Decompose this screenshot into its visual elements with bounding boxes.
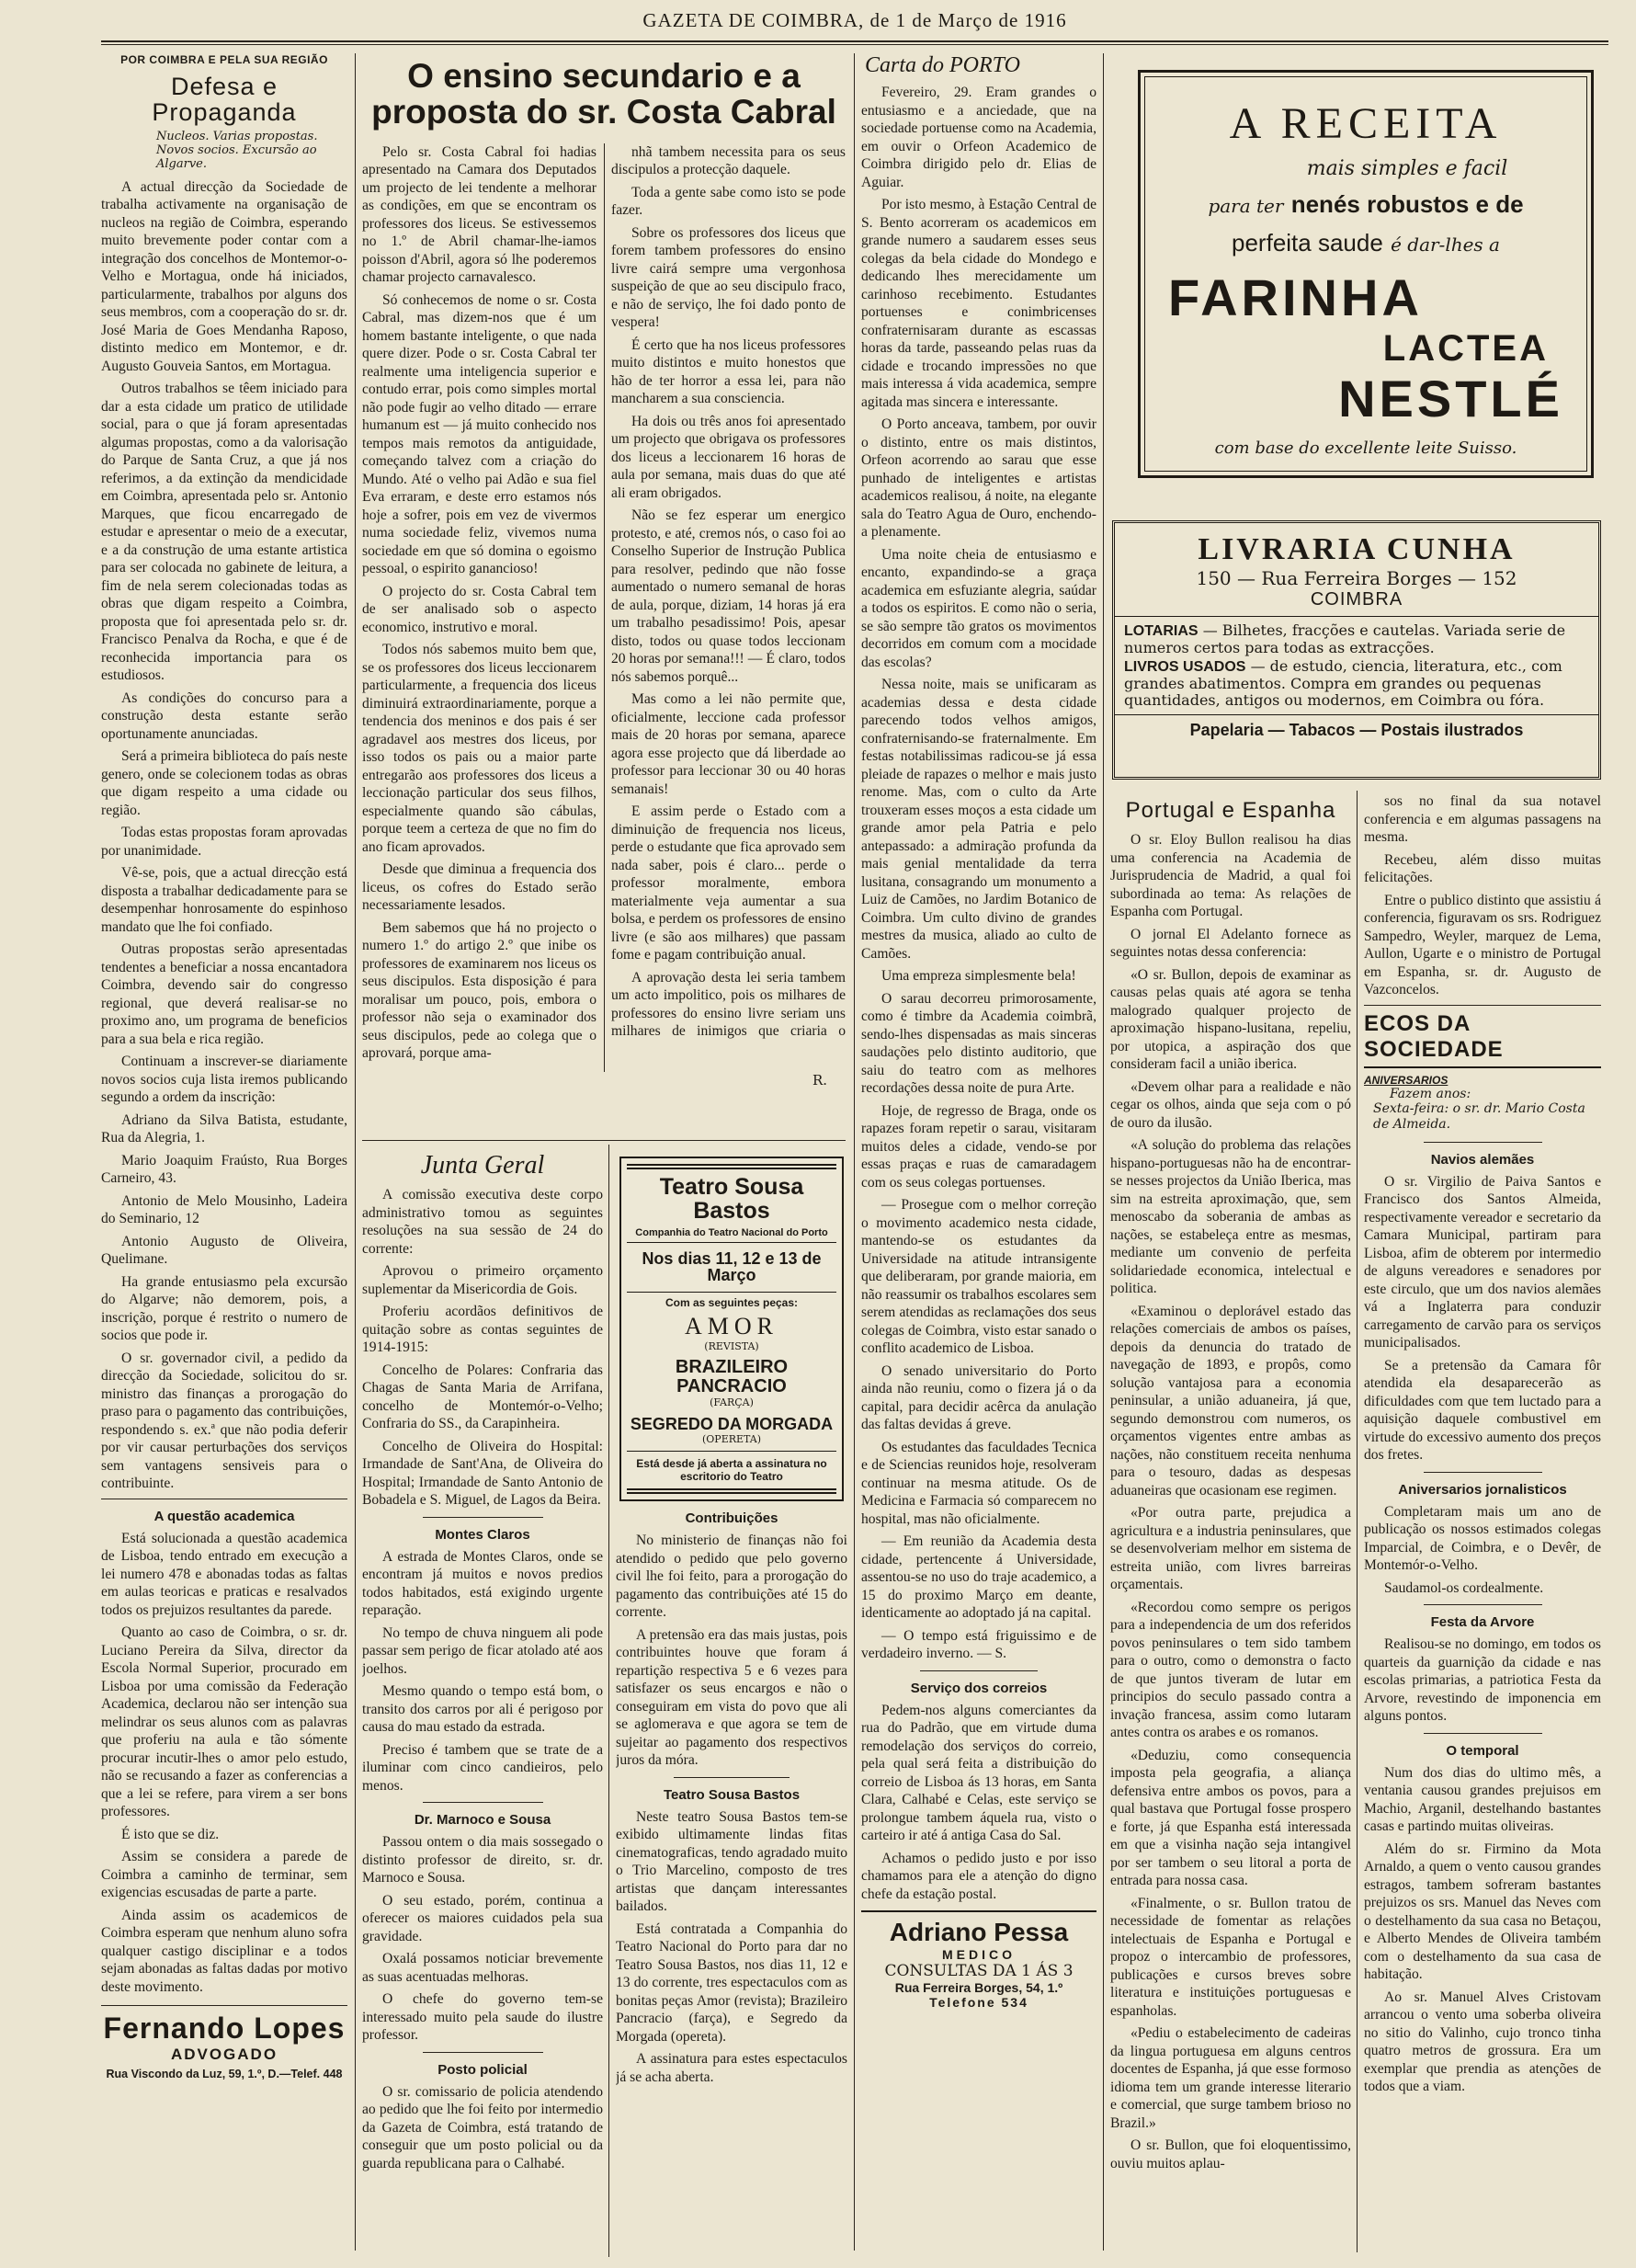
ad-play-3: SEGREDO DA MORGADA: [630, 1415, 834, 1434]
advert-adriano-pessa: [861, 1910, 1096, 2010]
column-portugal-espanha: [1110, 792, 1351, 2254]
paragraph: É certo que ha nos liceus professores muito distintos e muito honestos que hão de ter horror a essa lei, para não mancharem a sua consciencia.: [611, 336, 846, 407]
section-heading: Contribuições: [685, 1510, 778, 1527]
ad-nestle-brand1: FARINHA: [1168, 268, 1423, 326]
paragraph: Aprovou o primeiro orçamento suplementar da Misericordia de Gois.: [362, 1263, 603, 1297]
paragraph: Uma empreza simplesmente bela!: [881, 968, 1076, 984]
paragraph: Está contratada a Companhia do Teatro Nacional do Porto para dar no Teatro Sousa Bastos, nos dias 11, 12 e 13 do corrente, tres espectaculos com as bonitas peças Amor (revista); Brazileiro Pancracio (farça), e Segredo da Morgada (opereta).: [616, 1920, 847, 2045]
paragraph: O sr. Eloy Bullon realisou ha dias uma conferencia na Academia de Jurisprudencia de Madrid, a qual foi subordinada ao tema: As relações de Espanha com Portugal.: [1110, 832, 1351, 919]
paragraph: É isto que se diz.: [121, 1826, 220, 1842]
paragraph: A aprovação desta lei seria tambem um acto impolitico, pois os milhares de professores do ensino livre seriam uns milhares de inimigos que criaria o: [611, 969, 846, 1040]
paragraph: A estrada de Montes Claros, onde se encontram já muitos e novos predios todos habitados, está exigindo urgente reparação.: [362, 1548, 603, 1618]
column-ecos: [1364, 792, 1601, 2254]
ad-nestle-line3a: para ter: [1208, 195, 1284, 217]
ad-role: MEDICO: [942, 1947, 1016, 1962]
paragraph: Recebeu, além disso muitas felicitações.: [1364, 851, 1601, 885]
column-ensino: [362, 53, 846, 1138]
paragraph: Realisou-se no domingo, em todos os quarteis da guarnição da cidade e nas escolas primarias, a patriotica Festa da Arvore, revestindo de imponencia em alguns pontos.: [1364, 1636, 1601, 1724]
ad-play-2: BRAZILEIRO PANCRACIO: [675, 1357, 789, 1397]
ad-teatro-title: Teatro Sousa Bastos: [659, 1174, 804, 1225]
paragraph: Além do sr. Firmino da Mota Arnaldo, a quem o vento causou grandes estragos, tambem sofreram bastantes prejuizos os srs. Manuel das Neves com o destelhamento da sua casa no Betaçou, e Alberto Mendes de Oliveira também com o destelhamento da sua casa de habitação.: [1364, 1841, 1601, 1982]
paragraph: Está solucionada a questão academica de Lisboa, tendo entrado em execução a lei numero 478 e abonadas todas as faltas em aulas teoricas e praticas e resalvados todos os prejuizos resultantes da parede.: [101, 1530, 347, 1618]
column-teatro: [616, 1151, 847, 2254]
section-heading: A questão academica: [153, 1508, 295, 1524]
paragraph: — Prosegue com o melhor correção o movimento academico nesta cidade, mantendo-se os estudantes da Universidade na atitude intransigente que deliberaram, por grande maioria, em não reassumir os trabalhos escolares sem serem atendidas as reclamações dos seus colegas de Coimbra, visto estar sanado o conflito academico de Lisboa.: [861, 1197, 1096, 1356]
section-heading: O temporal: [1446, 1742, 1519, 1759]
paragraph: Pedem-nos alguns comerciantes da rua do Padrão, que em virtude duma remodelação dos serviços do correio, pela qual será feita a distribuição do correio de Lisboa ás 13 horas, em Santa Clara, Calhabé e Celas, este serviço se prolongue tambem áquela rua, visto o carteiro ir até á antiga Casa do Sal.: [861, 1702, 1096, 1843]
paragraph: Hoje, de regresso de Braga, onde os rapazes foram repetir o sarau, visitaram muitos deles a cidade, vendo-se por essas praças e ruas de camaradagem com os seus colegas portuenses.: [861, 1102, 1096, 1191]
aniv-text: Sexta-feira: o sr. dr. Mario Costa de Almeida.: [1373, 1100, 1585, 1132]
ad-phone: Telefone 534: [929, 1995, 1028, 2010]
article-body: [101, 1530, 347, 1997]
article-body: [616, 1532, 847, 1770]
paragraph: Vê-se, pois, que a actual direcção está disposta a trabalhar dedicadamente para se desempenhar honrosamente do espinhoso mandato que lhe foi confiado.: [101, 865, 347, 935]
ad-teatro-company: Companhia do Teatro Nacional do Porto: [635, 1226, 828, 1238]
section-heading: Posto policial: [437, 2061, 528, 2078]
column-divider: [854, 53, 855, 2251]
article-title: Defesa e Propaganda: [152, 73, 297, 127]
ad-cunha-city: COIMBRA: [1310, 589, 1403, 610]
paragraph: Mario Joaquim Fraústo, Rua Borges Carneiro, 43.: [101, 1152, 347, 1187]
advert-fernando-lopes: [101, 2012, 347, 2080]
section-heading: Portugal e Espanha: [1125, 798, 1336, 823]
paragraph: Os estudantes das faculdades Tecnica e de Sciencias reunidos hoje, resolveram continuar na mesma atitude. Os de Medicina e Farmacia só comparecem no hospital, mas não oficialmente.: [861, 1439, 1096, 1527]
paragraph: Concelho de Polares: Confraria das Chagas de Santa Maria de Arrifana, concelho de Montemór-o-Velho; Confraria do SS., da Carapinheira.: [362, 1362, 603, 1431]
ad-teatro-note: Está desde já aberta a assinatura no escritorio do Teatro: [636, 1457, 827, 1484]
article-body: [362, 143, 846, 1072]
paragraph: Nessa noite, mais se unificaram as academias dessa e desta cidade parecendo todos velhos amigos, confraternisando-se fraternalmente. Em festas notabilissimas radicou-se já essa pleiade de rapazes o melhor e mais justo renome. Mas, com o culto da Arte trouxeram esses moços a esta cidade um grande amor pela Patria e pelo antepassado: a admiração profunda da mais genial mentalidade da terra lusitana, consagrando um monumento a Luiz de Camões, no Jardim Botanico de Coimbra. Um culto divino de grandes mestres da musica, aliado ao culto de Camões.: [861, 677, 1096, 962]
paragraph: Concelho de Oliveira do Hospital: Irmandade de Sant'Ana, de Oliveira do Hospital; Irmandade de Santo Antonio de Bobadela e S. Miguel, de Lagos da Beira.: [362, 1438, 603, 1508]
paragraph: Saudamol-os cordealmente.: [1384, 1579, 1544, 1596]
ad-address: Rua Ferreira Borges, 54, 1.º: [894, 1980, 1063, 1995]
paragraph: Assim se considera a parede de Coimbra a caminho de terminar, sem exigencias escusadas de parte a parte.: [101, 1849, 347, 1901]
section-rule: [362, 1140, 846, 1141]
article-summary: Nucleos. Varias propostas. Novos socios. Excursão ao Algarve.: [156, 129, 318, 171]
paragraph: «Recordou como sempre os perigos para a independencia de um dos referidos povos peninsulares o tem sido tambem para o outro, como o demonstra o facto de que juntos tiveram de lutar em principios do seculo passado contra a invação francesa, assim como lutaram antes contra os arabes e os romanos.: [1110, 1599, 1351, 1740]
ad-nestle-line2: mais simples e facil: [1306, 157, 1508, 180]
paragraph: Antonio Augusto de Oliveira, Quelimane.: [101, 1233, 347, 1268]
paragraph: No ministerio de finanças não foi atendido o pedido que pelo governo civil lhe foi feito, para a prorogação do pagamento das contribuições até 15 do corrente.: [616, 1533, 847, 1621]
paragraph: Bem sabemos que há no projecto o numero 1.º do artigo 2.º que inibe os professores de examinarem nos liceus os seus discipulos. Esta disposição é para moralisar um pouco, pois, embora o professor não seja o examinador dos seus discipulos, pede ao colega que o aprovará, porque ama-: [362, 919, 596, 1062]
paragraph: Não se fez esperar um energico protesto, e até, cremos nós, o caso foi ao Conselho Superior de Instrução Publica para resolver, pedindo que não fosse aumentado o numero semanal de horas de aula, porque, diziam, 14 horas já era um trabalho pesadissimo! Pois, apesar disto, todos ou quase todos leccionam 20 horas por semana!!! — É claro, todos nós sabemos porquê...: [611, 507, 846, 685]
paragraph: Num dos dias do ultimo mês, a ventania causou grandes prejuisos em Machio, Arganil, destelhando bastantes casas e partindo muitas oliveiras.: [1364, 1764, 1601, 1834]
paragraph: A actual direcção da Sociedade de trabalha activamente na organisação de nucleos na região de Coimbra, esperando muito brevemente poder contar com a integração dos concelhos de Montemor-o-Velho e Mortagua, onde há iniciados, particularmente, trabalhos por alguns dos seus membros, com a cooperação do sr. dr. José Maria de Goes Mendanha Raposo, distinto medico em Montemor, e dr. Augusto Gouveia Santos, em Mortagua.: [101, 178, 347, 374]
ad-cunha-liv-text: — de estudo, ciencia, literatura, etc., com grandes abatimentos. Compra em grandes ou pequenas quantidades, antigos ou modernos, em Coimbra ou fóra.: [1124, 657, 1562, 709]
section-heading: Junta Geral: [420, 1151, 545, 1180]
paragraph: Se a pretensão da Camara fôr atendida ela desaparecerão as dificuldades com que tem luctado para a aquisição daquele combustivel em virtude do excessivo aumento dos preços dos fretes.: [1364, 1357, 1601, 1463]
ad-play-1: AMOR: [684, 1313, 778, 1340]
paragraph: Desde que diminua a frequencia dos liceus, os cofres do Estado serão necessariamente lesados.: [362, 861, 596, 914]
section-heading: Montes Claros: [435, 1526, 530, 1543]
ad-hours: CONSULTAS DA 1 ÁS 3: [884, 1962, 1074, 1980]
paragraph: Completaram mais um ano de publicação os nossos estimados colegas Imparcial, de Coimbra, e o Devêr, de Montemór-o-Velho.: [1364, 1503, 1601, 1573]
paragraph: «O sr. Bullon, depois de examinar as causas pelas quais até agora se tenha malogrado qualquer projecto de aproximação hispano-lusitana, repeliu, por utopica, a aspiração dos que consideram facil a união iberica.: [1110, 966, 1351, 1072]
column-defesa: [101, 53, 347, 2260]
ad-cunha-lot-text: — Bilhetes, fracções e cautelas. Variada serie de numeros certos para todas as extracções.: [1124, 621, 1566, 656]
ad-play-2-genre: (FARÇA): [710, 1396, 754, 1409]
ad-cunha-address: 150 — Rua Ferreira Borges — 152: [1196, 567, 1517, 589]
article-body: [861, 1702, 1096, 1904]
paragraph: Ainda assim os academicos de Coimbra esperam que nenhum aluno sofra qualquer castigo disciplinar e a todos sejam abonadas as faltas dadas por motivo deste movimento.: [101, 1907, 347, 1995]
paragraph: O chefe do governo tem-se interessado muito pela saude do ilustre professor.: [362, 1991, 603, 2043]
article-body: [101, 178, 347, 1493]
paragraph: No tempo de chuva ninguem ali pode passar sem perigo de ficar atolado até aos joelhos.: [362, 1624, 603, 1677]
paragraph: nhã tambem necessita para os seus discipulos a protecção daquele.: [611, 143, 846, 178]
advert-teatro: [619, 1157, 844, 1501]
article-body: [1364, 1764, 1601, 2096]
paragraph: A assinatura para estes espectaculos já se acha aberta.: [616, 2051, 847, 2085]
ad-nestle-brand2: LACTEA: [1382, 328, 1549, 369]
article-body: [1364, 1635, 1601, 1726]
column-divider: [1357, 791, 1358, 2252]
article-body: [362, 1548, 603, 1795]
ad-name: Adriano Pessa: [889, 1918, 1069, 1946]
ad-cunha-lot-label: LOTARIAS: [1124, 623, 1199, 639]
ad-nestle-brand3: NESTLÉ: [1338, 370, 1563, 427]
ad-name: Fernando Lopes: [103, 2012, 346, 2046]
article-title: O ensino secundario e a proposta do sr. Costa Cabral: [371, 57, 836, 131]
paragraph: Neste teatro Sousa Bastos tem-se exibido ultimamente lindas fitas cinematograficas, tendo agradado muito o Trio Marcelino, composto de tres artistas que dançam interessantes bailados.: [616, 1808, 847, 1915]
paragraph: Mas como a lei não permite que, oficialmente, leccione cada professor mais de 20 horas por semana, aparece agora esse projecto que dá liberdade ao professor para leccionar 30 ou 40 horas semanais!: [611, 691, 846, 797]
section-heading: Aniversarios jornalisticos: [1398, 1481, 1567, 1498]
paragraph: Todos nós sabemos muito bem que, se os professores dos liceus leccionarem particularmente, a frequencia dos liceus diminuirá extraordinariamente, porque a tendencia dos meninos e dos pais é ser agradavel aos mestres dos liceus, por isso todos os pais ou a maior parte entregarão aos professores dos liceus a leccionação particular dos seus filhos, especialmente quando são cábulas, porque teem a certeza de que no fim do ano ficam aprovados.: [362, 642, 596, 855]
section-heading: Dr. Marnoco e Sousa: [414, 1812, 551, 1828]
masthead-rule-thin: [101, 44, 1608, 45]
paragraph: A pretensão era das mais justas, pois contribuintes houve que foram á repartição respectiva 5 e 6 vezes para satisfazer os seus encargos e não o conseguiram em vista do povo que ali se aglomerava e que agora se tem de sujeitar ao pagamento dos respectivos juros da móra.: [616, 1626, 847, 1769]
column-divider: [608, 1145, 609, 2257]
paragraph: Todas estas propostas foram aprovadas por unanimidade.: [101, 825, 347, 859]
column-divider: [1103, 53, 1104, 2251]
masthead-rule: [101, 40, 1608, 42]
paragraph: Ha dois ou três anos foi apresentado um projecto que obrigava os professores dos liceus a leccionarem 16 horas de aula por semana, mais duas do que até ali eram obrigados.: [611, 413, 846, 501]
paragraph: Preciso é tambem que se trate de a iluminar com cinco candieiros, pelo menos.: [362, 1741, 603, 1794]
paragraph: Mesmo quando o tempo está bom, o transito dos carros por ali é perigoso por causa do mau estado da estrada.: [362, 1683, 603, 1735]
column-junta: [362, 1151, 603, 2254]
article-body: [1364, 1503, 1601, 1598]
article-body: [362, 1186, 603, 1510]
paragraph: Antonio de Melo Mousinho, Ladeira do Seminario, 12: [101, 1192, 347, 1227]
paragraph: Será a primeira biblioteca do país neste genero, onde se colecionem todas as obras que digam respeito a uma cidade ou região.: [101, 748, 347, 818]
ad-nestle-line4a: perfeita saude: [1232, 229, 1383, 256]
paragraph: Ao sr. Manuel Alves Cristovam arrancou o vento uma soberba oliveira no sitio do Valinho, cujo tronco tinha quatro metros de grossura. Era um exemplar que prendia as atenções de todos que a viam.: [1364, 1989, 1601, 2094]
paragraph: Adriano da Silva Batista, estudante, Rua da Alegria, 1.: [101, 1111, 347, 1146]
article-body: [616, 1808, 847, 2087]
paragraph: — Em reunião da Academia desta cidade, pertencente á Universidade, assentou-se no uso do traje academico, a 15 do proximo Março em deante, identicamente ao adoptado já na capital.: [861, 1533, 1096, 1621]
ad-nestle-headline: A RECEITA: [1229, 99, 1503, 148]
aniv-sub: Fazem anos:: [1390, 1086, 1471, 1101]
advert-livraria-cunha: [1112, 520, 1601, 780]
paragraph: Só conhecemos de nome o sr. Costa Cabral, mas dizem-nos que é um homem bastante inteligente, o que nada quere dizer. Pode o sr. Costa Cabral ter realmente uma inteligencia superior e contudo errar, pois como simples mortal não pode fugir ao velho ditado — errare humanum est — já muito conhecido nos tempos mais remotos da antiguidade, começando talvez com a criação do Mundo. Até o velho pai Adão e sua fiel Eva erraram, e deste erro estamos nós hoje a sofrer, pois em vez de vivermos numa sociedade feliz, vivemos numa sociedade em que só domina o egoismo pessoal, o espirito ganancioso!: [362, 291, 596, 577]
paragraph: Ha grande entusiasmo pela excursão do Algarve; não demorem, pois, a inscrição, porque é restrito o numero de socios que pode ir.: [101, 1273, 347, 1344]
paragraph: O sr. Virgilio de Paiva Santos e Francisco dos Santos Almeida, respectivamente vereador e secretario da Camara Municipal, partiram para Lisboa, afim de obterem por intermedio de alguns vereadores e senadores por este circulo, que um dos navios alemães vá a Inglaterra para conduzir carregamento de carvão para os serviços municipalisados.: [1364, 1173, 1601, 1351]
paragraph: Proferiu acordãos definitivos de quitação sobre as contas seguintes de 1914-1915:: [362, 1304, 603, 1355]
paragraph: — O tempo está friguissimo e de verdadeiro inverno. — S.: [861, 1627, 1096, 1661]
paragraph: «Devem olhar para a realidade e não cegar os olhos, ainda que seja com o pó de ouro da ilusão.: [1110, 1078, 1351, 1131]
ad-teatro-with: Com as seguintes peças:: [665, 1296, 799, 1310]
ad-cunha-foot: Papelaria — Tabacos — Postais ilustrados: [1189, 721, 1524, 739]
column-porto: [861, 53, 1096, 2260]
paragraph: O sr. governador civil, a pedido da direcção da Sociedade, solicitou do sr. ministro das finanças a prorogação do praso para o pagamento das contribuições, respondendo s. ex.ª que não podia deferir por vir causar perturbações dos serviços sem vantagens sensiveis para o contribuinte.: [101, 1350, 347, 1492]
paragraph: Por isto mesmo, à Estação Central de S. Bento acorreram os academicos em grande numero a saudarem esses seus colegas da bela cidade do Mondego e dedicando lhes merecidamente um carinhoso recebimento. Estudantes portuenses e conimbricenses confraternisaram durante as escassas horas da tarde, passeando pelas ruas da cidade e trocando impressões no que mais interessa á vida academica, sempre agitada mas sincera e interessante.: [861, 197, 1096, 410]
paragraph: Entre o publico distinto que assistiu á conferencia, figuravam os srs. Rodriguez Sampedro, Weyler, marquez de Lema, Aullon, Ugarte e o ministro de Portugal em Espanha, sr. dr. Augusto de Vazconcelos.: [1364, 892, 1601, 997]
paragraph: Pelo sr. Costa Cabral foi hadias apresentado na Camara dos Deputados um projecto de lei tendente a melhorar as condições, em que se encontram os professores dos liceus. Se estivessemos no 1.º de Abril chamar-lhe-iamos poisson d'Abril, agora só lhe poderemos chamar projecto carnavalesco.: [362, 143, 596, 286]
paragraph: Oxalá possamos noticiar brevemente as suas acentuadas melhoras.: [362, 1951, 603, 1985]
paragraph: Quanto ao caso de Coimbra, o sr. dr. Luciano Pereira da Silva, director da Escola Normal Superior, procurado em Lisboa por uma comissão da Federação Academica, declarou não ser intenção sua melindrar os seus alunos com as palavras que proferiu na aula e tão sómente procurar incutir-lhes o amor pelo estudo, não se recusando a fazer as conferencias a que a lei se refere, para virem a ser bons professores.: [101, 1624, 347, 1820]
section-heading: Serviço dos correios: [910, 1680, 1048, 1696]
paragraph: O projecto do sr. Costa Cabral tem de ser analisado sob o aspecto economico, instrutivo e moral.: [362, 583, 596, 635]
paragraph: «A solução do problema das relações hispano-portuguesas não ha de encontrar-se nesses projectos da União Iberica, mas sim na estreita aproximação, que, sem menoscabo da soberania de ambas as nações, se estabeleça entre as mesmas, mediante um convenio de perfeita solidariedade economica, intelectual e politica.: [1110, 1137, 1351, 1296]
paragraph: O Porto anceava, tambem, por ouvir o distinto, entre os mais distintos, Orfeon acorrendo ao sarau que esse punhado de inteligentes e artistas academicos realisou, á noite, na elegante sala do Teatro Agua de Ouro, enchendo-a plenamente.: [861, 416, 1096, 540]
article-body: [861, 84, 1096, 1663]
paragraph: Passou ontem o dia mais sossegado o distinto professor de direito, sr. dr. Marnoco e Sousa.: [362, 1834, 603, 1886]
ad-nestle-line3b: nenés robustos e de: [1290, 190, 1524, 218]
column-divider: [355, 53, 356, 2251]
section-heading: Festa da Arvore: [1430, 1614, 1535, 1630]
ad-nestle-line4b: é dar-lhes a: [1391, 234, 1500, 256]
ad-cunha-name: LIVRARIA CUNHA: [1198, 532, 1516, 566]
paragraph: Continuam a inscrever-se diariamente novos socios cuja lista iremos publicando segundo a ordem da inscrição:: [101, 1054, 347, 1106]
paragraph: O sarau decorreu primorosamente, como é timbre da Academia coimbrã, sendo-lhes dispensadas as mais sinceras saudações pelo distinto auditorio, que saiu do teatro com as melhores recordações dessa noite de pura Arte.: [861, 990, 1096, 1096]
paragraph: O jornal El Adelanto fornece as seguintes notas dessa conferencia:: [1110, 926, 1351, 960]
ad-address: Rua Viscondo da Luz, 59, 1.º, D.—Telef. 448: [106, 2068, 343, 2081]
paragraph: A comissão executiva deste corpo administrativo tomou as seguintes resoluções na sua sessão de 24 do corrente:: [362, 1187, 603, 1257]
paragraph: Outras propostas serão apresentadas tendentes a beneficiar a nossa encantadora Coimbra, devendo sair do congresso regional, que deverá realisar-se no proximo ano, um programa de beneficios para a sua bela e rica região.: [101, 941, 347, 1047]
ad-teatro-dates: Nos dias 11, 12 e 13 de Março: [642, 1248, 822, 1285]
paragraph: O sr. Bullon, que foi eloquentissimo, ouviu muitos aplau-: [1110, 2137, 1351, 2171]
ad-play-1-genre: (REVISTA): [704, 1340, 759, 1353]
section-heading: Carta do PORTO: [865, 53, 1020, 77]
ad-cunha-liv-label: LIVROS USADOS: [1124, 659, 1246, 675]
ad-nestle-foot: com base do excellente leite Suisso.: [1214, 439, 1517, 458]
article-body: [1364, 1173, 1601, 1465]
paragraph: «Finalmente, o sr. Bullon tratou de necessidade de fomentar as relações intelectuais de Espanha e Portugal e propoz o intercambio de professores, publicações e cursos breves sobre literatura e instituições portuguesas e espanholas.: [1110, 1895, 1351, 2019]
paragraph: O senado universitario do Porto ainda não reuniu, como o fizera já o da capital, para decidir acêrca da anulação das faltas devidas á greve.: [861, 1362, 1096, 1432]
paragraph: Toda a gente sabe como isto se pode fazer.: [611, 184, 846, 219]
article-body: [1110, 831, 1351, 2172]
section-heading: ECOS DA SOCIEDADE: [1364, 1011, 1601, 1068]
advert-nestle: [1138, 70, 1594, 478]
article-body: [362, 1833, 603, 2045]
paragraph: Outros trabalhos se têem iniciado para dar a esta cidade um pratico de utilidade social, para o que já foram apresentadas algumas propostas, como a da valorisação do Parque de Santa Cruz, a que já nos referimos, a da extinção da mendicidade em Coimbra, apresentada pelo sr. Antonio Marques, que ficou encarregado de estudar e apresentar o meio de a executar, e a da construção de uma estante artistica para ser colocada no gabinete de leitura, a fim de nela serem colecionadas todas as obras que digam respeito a Coimbra, proposta que foi apresentada pelo sr. dr. Francisco Penalva da Rocha, e que é de reconhecida importancia para os estudiosos.: [101, 381, 347, 684]
paragraph: «Por outra parte, prejudica a agricultura e a industria peninsulares, que se desenvolveriam melhor em sistema de estreita união, com livres barreiras orçamentais.: [1110, 1505, 1351, 1592]
section-heading: Navios alemães: [1430, 1151, 1535, 1168]
article-body: [1364, 792, 1601, 999]
paragraph: Achamos o pedido justo e por isso chamamos para ele a atenção do digno chefe da estação postal.: [861, 1850, 1096, 1902]
article-body: [362, 2083, 603, 2173]
masthead: GAZETA DE COIMBRA, de 1 de Março de 1916: [642, 9, 1067, 31]
paragraph: «Pediu o estabelecimento de cadeiras da lingua portuguesa em alguns centros docentes de Espanha, já que esse formoso idioma tem um grande interesse literario e comercial, que surge tambem brioso no Brazil.»: [1110, 2025, 1351, 2131]
paragraph: O seu estado, porém, continua a oferecer os maiores cuidados pela sua gravidade.: [362, 1892, 603, 1944]
kicker: POR COIMBRA E PELA SUA REGIÃO: [120, 53, 328, 66]
paragraph: E assim perde o Estado com a diminuição de frequencia nos liceus, perde o estudante que fica aprovado sem nada saber, pois é claro... perde o professor moralmente, embora materialmente veja aumentar a sua bolsa, e perdem os professores de ensino livre (e são aos milhares) que passam fome e pagam contribuição anual.: [611, 803, 846, 963]
paragraph: Sobre os professores dos liceus que forem tambem professores do ensino livre cairá sempre uma vergonhosa suspeição de que ao seu discipulo fraco, e não de serviço, lhe foi dado ponto de vespera!: [611, 224, 846, 331]
paragraph: As condições do concurso para a construção desta estante serão oportunamente anunciadas.: [101, 690, 347, 742]
ad-role: ADVOGADO: [170, 2046, 278, 2064]
paragraph: O sr. comissario de policia atendendo ao pedido que lhe foi feito por intermedio da Gazeta de Coimbra, está tratando de conseguir que um posto policial ou da guarda republicana para o Calhabé.: [362, 2083, 603, 2171]
paragraph: «Examinou o deplorável estado das relações comerciais de ambos os países, depois da denuncia do tratado de navegação de 1893, e propôs, como solução vantajosa para a economia peninsular, a união aduaneira, já que, segundo demonstrou com numeros, os orçamentos vigentes entre ambas as nações, não constituem receita nenhuma para o tesouro, dadas as despesas aduaneiras que ocasionam ese regimen.: [1110, 1303, 1351, 1499]
paragraph: «Deduziu, como consequencia imposta pela geografia, a aliança defensiva entre ambos os povos, para a qual bastava que Portugal fosse prospero e forte, já que Espanha está interessada em que a visinha nação seja intangivel por ser tambem o seu litoral a porta de entrada para nossa casa.: [1110, 1747, 1351, 1888]
section-heading: Teatro Sousa Bastos: [663, 1786, 801, 1803]
subsection-heading: ANIVERSARIOS: [1364, 1073, 1449, 1087]
paragraph: Fevereiro, 29. Eram grandes o entusiasmo e a anciedade, que na sociedade portuense como na Academia, em ouvir o Orfeon Academico de Coimbra dirigido pelo dr. Elias de Aguiar.: [861, 85, 1096, 190]
paragraph: sos no final da sua notavel conferencia e em algumas passagens na mesma.: [1364, 793, 1601, 845]
ad-play-3-genre: (OPERETA): [701, 1433, 762, 1446]
article-signature: R.: [812, 1071, 827, 1088]
paragraph: Uma noite cheia de entusiasmo e encanto, expandindo-se a graça academica em esfuziante alegria, saúdar a todos os espiritos. E como não o seria, se são sempre tão gratos os movimentos decorridos em comum com a mocidade das escolas?: [861, 546, 1096, 670]
